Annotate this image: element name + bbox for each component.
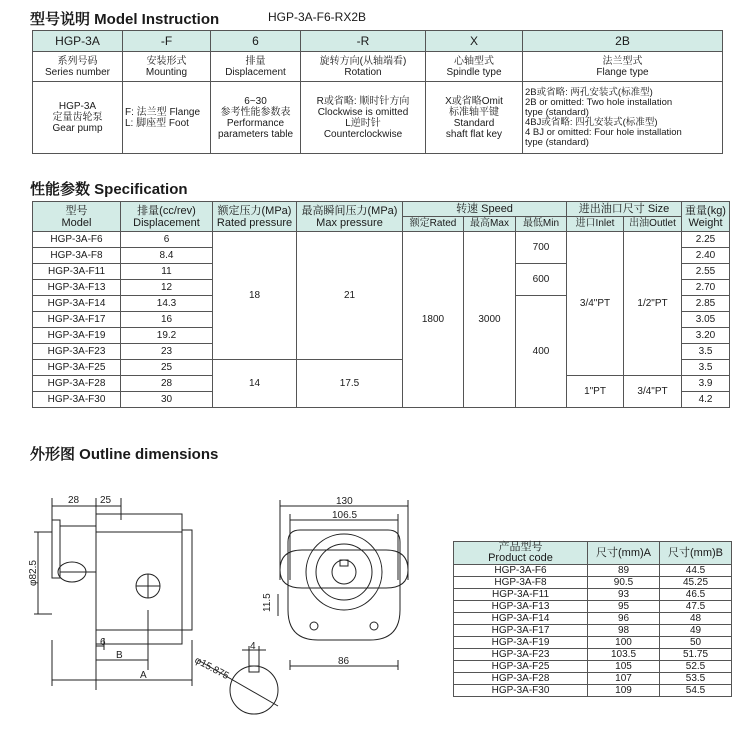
table-row (454, 625, 732, 637)
table-row (33, 232, 730, 248)
spec-model-cell: HGP-3A-F11 (33, 264, 121, 280)
dim-b-label: B (116, 650, 123, 661)
dim-86-label: 86 (338, 656, 350, 667)
spec-speed-min-cell: 600 (516, 264, 567, 296)
spec-model-cell: HGP-3A-F13 (33, 280, 121, 296)
table-row (454, 565, 732, 577)
spec-model-cell: HGP-3A-F14 (33, 296, 121, 312)
front-view-drawing (250, 490, 450, 680)
spec-header-weight: 重量(kg) Weight (682, 202, 730, 232)
dim-a-cell: 98 (588, 625, 660, 637)
dim-a-cell: 95 (588, 601, 660, 613)
model-label-cell: 系列号码 Series number (33, 52, 123, 82)
spec-weight-cell: 2.70 (682, 280, 730, 296)
spec-weight-cell: 4.2 (682, 392, 730, 408)
dim-code-cell: HGP-3A-F19 (454, 637, 588, 649)
model-header-cell: -R (301, 31, 426, 52)
specification-title: 性能参数 Specification (30, 181, 188, 198)
spec-disp-cell: 30 (121, 392, 213, 408)
dim-a-cell: 105 (588, 661, 660, 673)
model-label-cell: 心轴型式 Spindle type (426, 52, 523, 82)
table-row (454, 673, 732, 685)
spec-header-speed-rated: 额定Rated (403, 217, 464, 232)
dim-a-cell: 109 (588, 685, 660, 697)
model-detail-cell: R或省略: 顺时针方向 Clockwise is omitted L逆时针 Counterclockwise (301, 82, 426, 154)
dim-b-cell: 49 (660, 625, 732, 637)
dim-6-label: 6 (100, 637, 106, 648)
table-row (454, 577, 732, 589)
dim-code-cell: HGP-3A-F30 (454, 685, 588, 697)
spec-disp-cell: 11 (121, 264, 213, 280)
dim-b-cell: 44.5 (660, 565, 732, 577)
dim-b-cell: 50 (660, 637, 732, 649)
dim-code-cell: HGP-3A-F11 (454, 589, 588, 601)
model-label-cell: 排量 Displacement (211, 52, 301, 82)
dim-4-label: 4 (250, 641, 256, 652)
dim-b-cell: 48 (660, 613, 732, 625)
model-label-cell: 法兰型式 Flange type (523, 52, 723, 82)
model-header-cell: HGP-3A (33, 31, 123, 52)
spec-max-pressure-cell: 21 (297, 232, 403, 360)
outline-title: 外形图 Outline dimensions (30, 446, 219, 463)
dim-b-cell: 46.5 (660, 589, 732, 601)
dim-code-cell: HGP-3A-F28 (454, 673, 588, 685)
model-detail-cell: X或省略Omit 标准轴平键 Standard shaft flat key (426, 82, 523, 154)
spec-weight-cell: 3.20 (682, 328, 730, 344)
dim-a-cell: 103.5 (588, 649, 660, 661)
dim-b-cell: 51.75 (660, 649, 732, 661)
spec-header-speed-min: 最低Min (516, 217, 567, 232)
spec-header-row (33, 202, 730, 217)
dim-28-label: 28 (68, 495, 80, 506)
model-label-row (33, 52, 723, 82)
spec-model-cell: HGP-3A-F6 (33, 232, 121, 248)
spec-disp-cell: 8.4 (121, 248, 213, 264)
dim-header-row (454, 542, 732, 565)
spec-header-model: 型号 Model (33, 202, 121, 232)
dim-a-cell: 93 (588, 589, 660, 601)
spec-disp-cell: 16 (121, 312, 213, 328)
spec-weight-cell: 3.05 (682, 312, 730, 328)
model-detail-cell: F: 法兰型 Flange L: 脚座型 Foot (123, 82, 211, 154)
spec-speed-rated-cell: 1800 (403, 232, 464, 408)
model-header-cell: -F (123, 31, 211, 52)
dim-25-label: 25 (100, 495, 112, 506)
model-detail-cell: HGP-3A 定量齿轮泵 Gear pump (33, 82, 123, 154)
spec-weight-cell: 2.25 (682, 232, 730, 248)
dim-130-label: 130 (336, 496, 353, 507)
model-instruction-title: 型号说明 Model Instruction (30, 11, 220, 28)
specification-table (32, 201, 730, 408)
dim-b-cell: 54.5 (660, 685, 732, 697)
spec-disp-cell: 23 (121, 344, 213, 360)
model-detail-row (33, 82, 723, 154)
spec-model-cell: HGP-3A-F8 (33, 248, 121, 264)
dim-code-cell: HGP-3A-F14 (454, 613, 588, 625)
spec-disp-cell: 25 (121, 360, 213, 376)
model-header-cell: X (426, 31, 523, 52)
dim-115-label: 11.5 (262, 593, 273, 612)
model-instruction-table (32, 30, 723, 154)
dimensions-table (453, 541, 732, 697)
model-header-row (33, 31, 723, 52)
spec-rated-pressure-cell: 18 (213, 232, 297, 360)
dim-header-a: 尺寸(mm)A (588, 542, 660, 565)
spec-weight-cell: 3.9 (682, 376, 730, 392)
spec-outlet-cell: 1/2"PT (624, 232, 682, 376)
spec-disp-cell: 14.3 (121, 296, 213, 312)
spec-outlet-cell: 3/4"PT (624, 376, 682, 408)
dim-b-cell: 45.25 (660, 577, 732, 589)
dim-a-label: A (140, 670, 147, 681)
spec-header-size: 进出油口尺寸 Size (567, 202, 682, 217)
model-header-cell: 2B (523, 31, 723, 52)
spec-header-outlet: 出油Outlet (624, 217, 682, 232)
spec-weight-cell: 2.55 (682, 264, 730, 280)
spec-header-max-pressure: 最高瞬间压力(MPa) Max pressure (297, 202, 403, 232)
table-row (454, 601, 732, 613)
table-row (454, 661, 732, 673)
spec-model-cell: HGP-3A-F17 (33, 312, 121, 328)
dim-a-cell: 90.5 (588, 577, 660, 589)
dim-b-cell: 52.5 (660, 661, 732, 673)
model-detail-cell: 6~30 参考性能参数表 Performance parameters table (211, 82, 301, 154)
spec-inlet-cell: 1"PT (567, 376, 624, 408)
spec-weight-cell: 3.5 (682, 344, 730, 360)
spec-speed-min-cell: 400 (516, 296, 567, 408)
dim-shaft-dia-label: φ15.875 (192, 654, 231, 683)
dim-a-cell: 107 (588, 673, 660, 685)
spec-model-cell: HGP-3A-F28 (33, 376, 121, 392)
model-header-cell: 6 (211, 31, 301, 52)
spec-disp-cell: 6 (121, 232, 213, 248)
dim-code-cell: HGP-3A-F6 (454, 565, 588, 577)
spec-speed-min-cell: 700 (516, 232, 567, 264)
spec-header-speed-max: 最高Max (464, 217, 516, 232)
spec-max-pressure-cell: 17.5 (297, 360, 403, 408)
dim-code-cell: HGP-3A-F17 (454, 625, 588, 637)
dim-a-cell: 89 (588, 565, 660, 577)
spec-model-cell: HGP-3A-F19 (33, 328, 121, 344)
table-row (454, 589, 732, 601)
dim-code-cell: HGP-3A-F23 (454, 649, 588, 661)
spec-model-cell: HGP-3A-F25 (33, 360, 121, 376)
model-label-cell: 旋转方向(从轴端看) Rotation (301, 52, 426, 82)
dim-header-b: 尺寸(mm)B (660, 542, 732, 565)
dim-code-cell: HGP-3A-F8 (454, 577, 588, 589)
spec-header-speed: 转速 Speed (403, 202, 567, 217)
spec-header-displacement: 排量(cc/rev) Displacement (121, 202, 213, 232)
table-row (454, 685, 732, 697)
spec-header-inlet: 进口Inlet (567, 217, 624, 232)
spec-speed-max-cell: 3000 (464, 232, 516, 408)
spec-disp-cell: 12 (121, 280, 213, 296)
spec-header-rated-pressure: 额定压力(MPa) Rated pressure (213, 202, 297, 232)
spec-weight-cell: 2.40 (682, 248, 730, 264)
dim-code-cell: HGP-3A-F13 (454, 601, 588, 613)
table-row (454, 637, 732, 649)
spec-weight-cell: 3.5 (682, 360, 730, 376)
model-code: HGP-3A-F6-RX2B (268, 10, 367, 24)
spec-model-cell: HGP-3A-F30 (33, 392, 121, 408)
spec-disp-cell: 28 (121, 376, 213, 392)
dim-a-cell: 100 (588, 637, 660, 649)
spec-rated-pressure-cell: 14 (213, 360, 297, 408)
dim-header-product: 产品型号 Product code (454, 542, 588, 565)
model-label-cell: 安装形式 Mounting (123, 52, 211, 82)
model-detail-cell: 2B或省略: 两孔安装式(标准型) 2B or omitted: Two hole installation type (standard) 4BJ或省略: 四孔安装式(标准型) 4 BJ or omitted: Four hole installation type (standard) (523, 82, 723, 154)
spec-inlet-cell: 3/4"PT (567, 232, 624, 376)
dim-code-cell: HGP-3A-F25 (454, 661, 588, 673)
table-row (454, 613, 732, 625)
dim-dia-label: φ82.5 (28, 560, 39, 586)
dim-a-cell: 96 (588, 613, 660, 625)
dim-b-cell: 53.5 (660, 673, 732, 685)
table-row (454, 649, 732, 661)
dim-b-cell: 47.5 (660, 601, 732, 613)
dim-1065-label: 106.5 (332, 510, 358, 521)
spec-model-cell: HGP-3A-F23 (33, 344, 121, 360)
spec-weight-cell: 2.85 (682, 296, 730, 312)
spec-disp-cell: 19.2 (121, 328, 213, 344)
